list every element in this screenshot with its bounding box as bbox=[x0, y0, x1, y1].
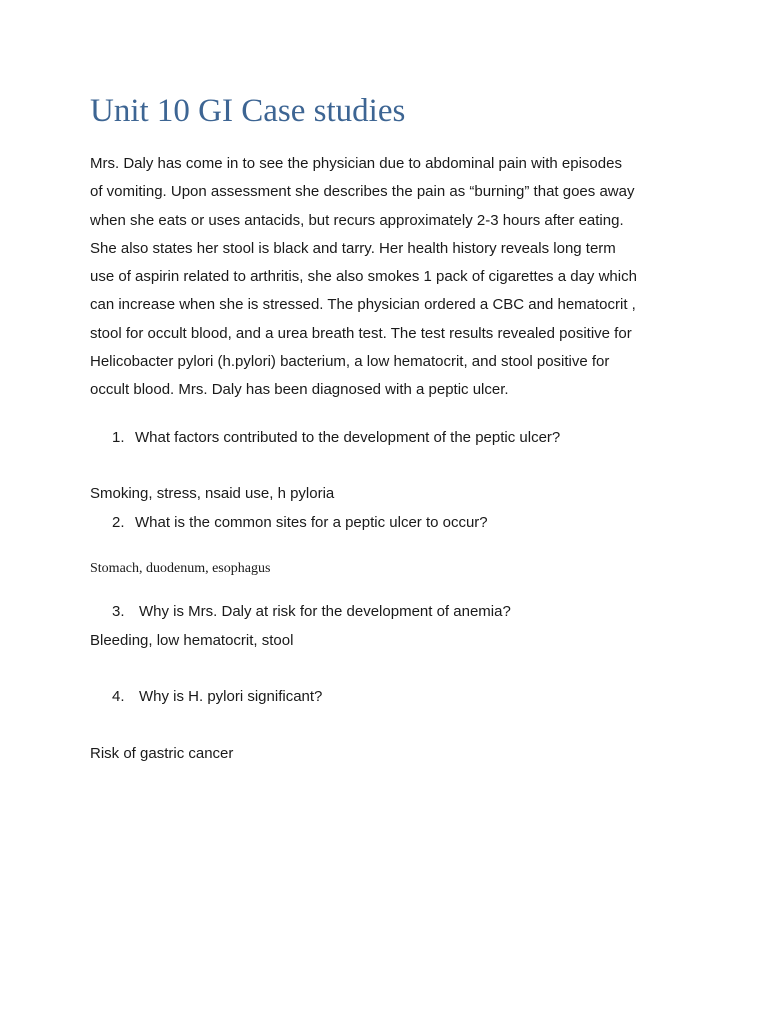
answer-2: Stomach, duodenum, esophagus bbox=[90, 561, 271, 576]
question-number: 1. bbox=[112, 429, 125, 446]
intro-line: Mrs. Daly has come in to see the physician due to abdominal pain with episodes bbox=[90, 155, 622, 172]
intro-line: of vomiting. Upon assessment she describes the pain as “burning” that goes away bbox=[90, 183, 635, 201]
question-text: Why is H. pylori significant? bbox=[139, 688, 323, 705]
intro-line: when she eats or uses antacids, but recurs approximately 2-3 hours after eating. bbox=[90, 211, 624, 229]
question-text: What is the common sites for a peptic ulcer to occur? bbox=[135, 514, 488, 531]
intro-line: can increase when she is stressed. The physician ordered a CBC and hematocrit , bbox=[90, 296, 636, 314]
case-intro-paragraph bbox=[90, 150, 690, 405]
question-text: What factors contributed to the development of the peptic ulcer? bbox=[135, 429, 561, 446]
answer-1: Smoking, stress, nsaid use, h pyloria bbox=[90, 485, 335, 502]
answer-4: Risk of gastric cancer bbox=[90, 745, 234, 762]
intro-line: occult blood. Mrs. Daly has been diagnosed with a peptic ulcer. bbox=[90, 381, 509, 399]
intro-line: use of aspirin related to arthritis, she also smokes 1 pack of cigarettes a day which bbox=[90, 268, 637, 286]
question-text: Why is Mrs. Daly at risk for the development of anemia? bbox=[139, 603, 511, 620]
question-number: 4. bbox=[112, 688, 125, 705]
question-number: 3. bbox=[112, 603, 125, 620]
page-title: Unit 10 GI Case studies bbox=[90, 93, 406, 129]
intro-line: Helicobacter pylori (h.pylori) bacterium, a low hematocrit, and stool positive for bbox=[90, 353, 610, 371]
answer-3: Bleeding, low hematocrit, stool bbox=[90, 632, 294, 649]
intro-line: She also states her stool is black and tarry. Her health history reveals long term bbox=[90, 239, 616, 257]
question-number: 2. bbox=[112, 514, 125, 531]
intro-line: stool for occult blood, and a urea breath test. The test results revealed positive for bbox=[90, 324, 632, 342]
